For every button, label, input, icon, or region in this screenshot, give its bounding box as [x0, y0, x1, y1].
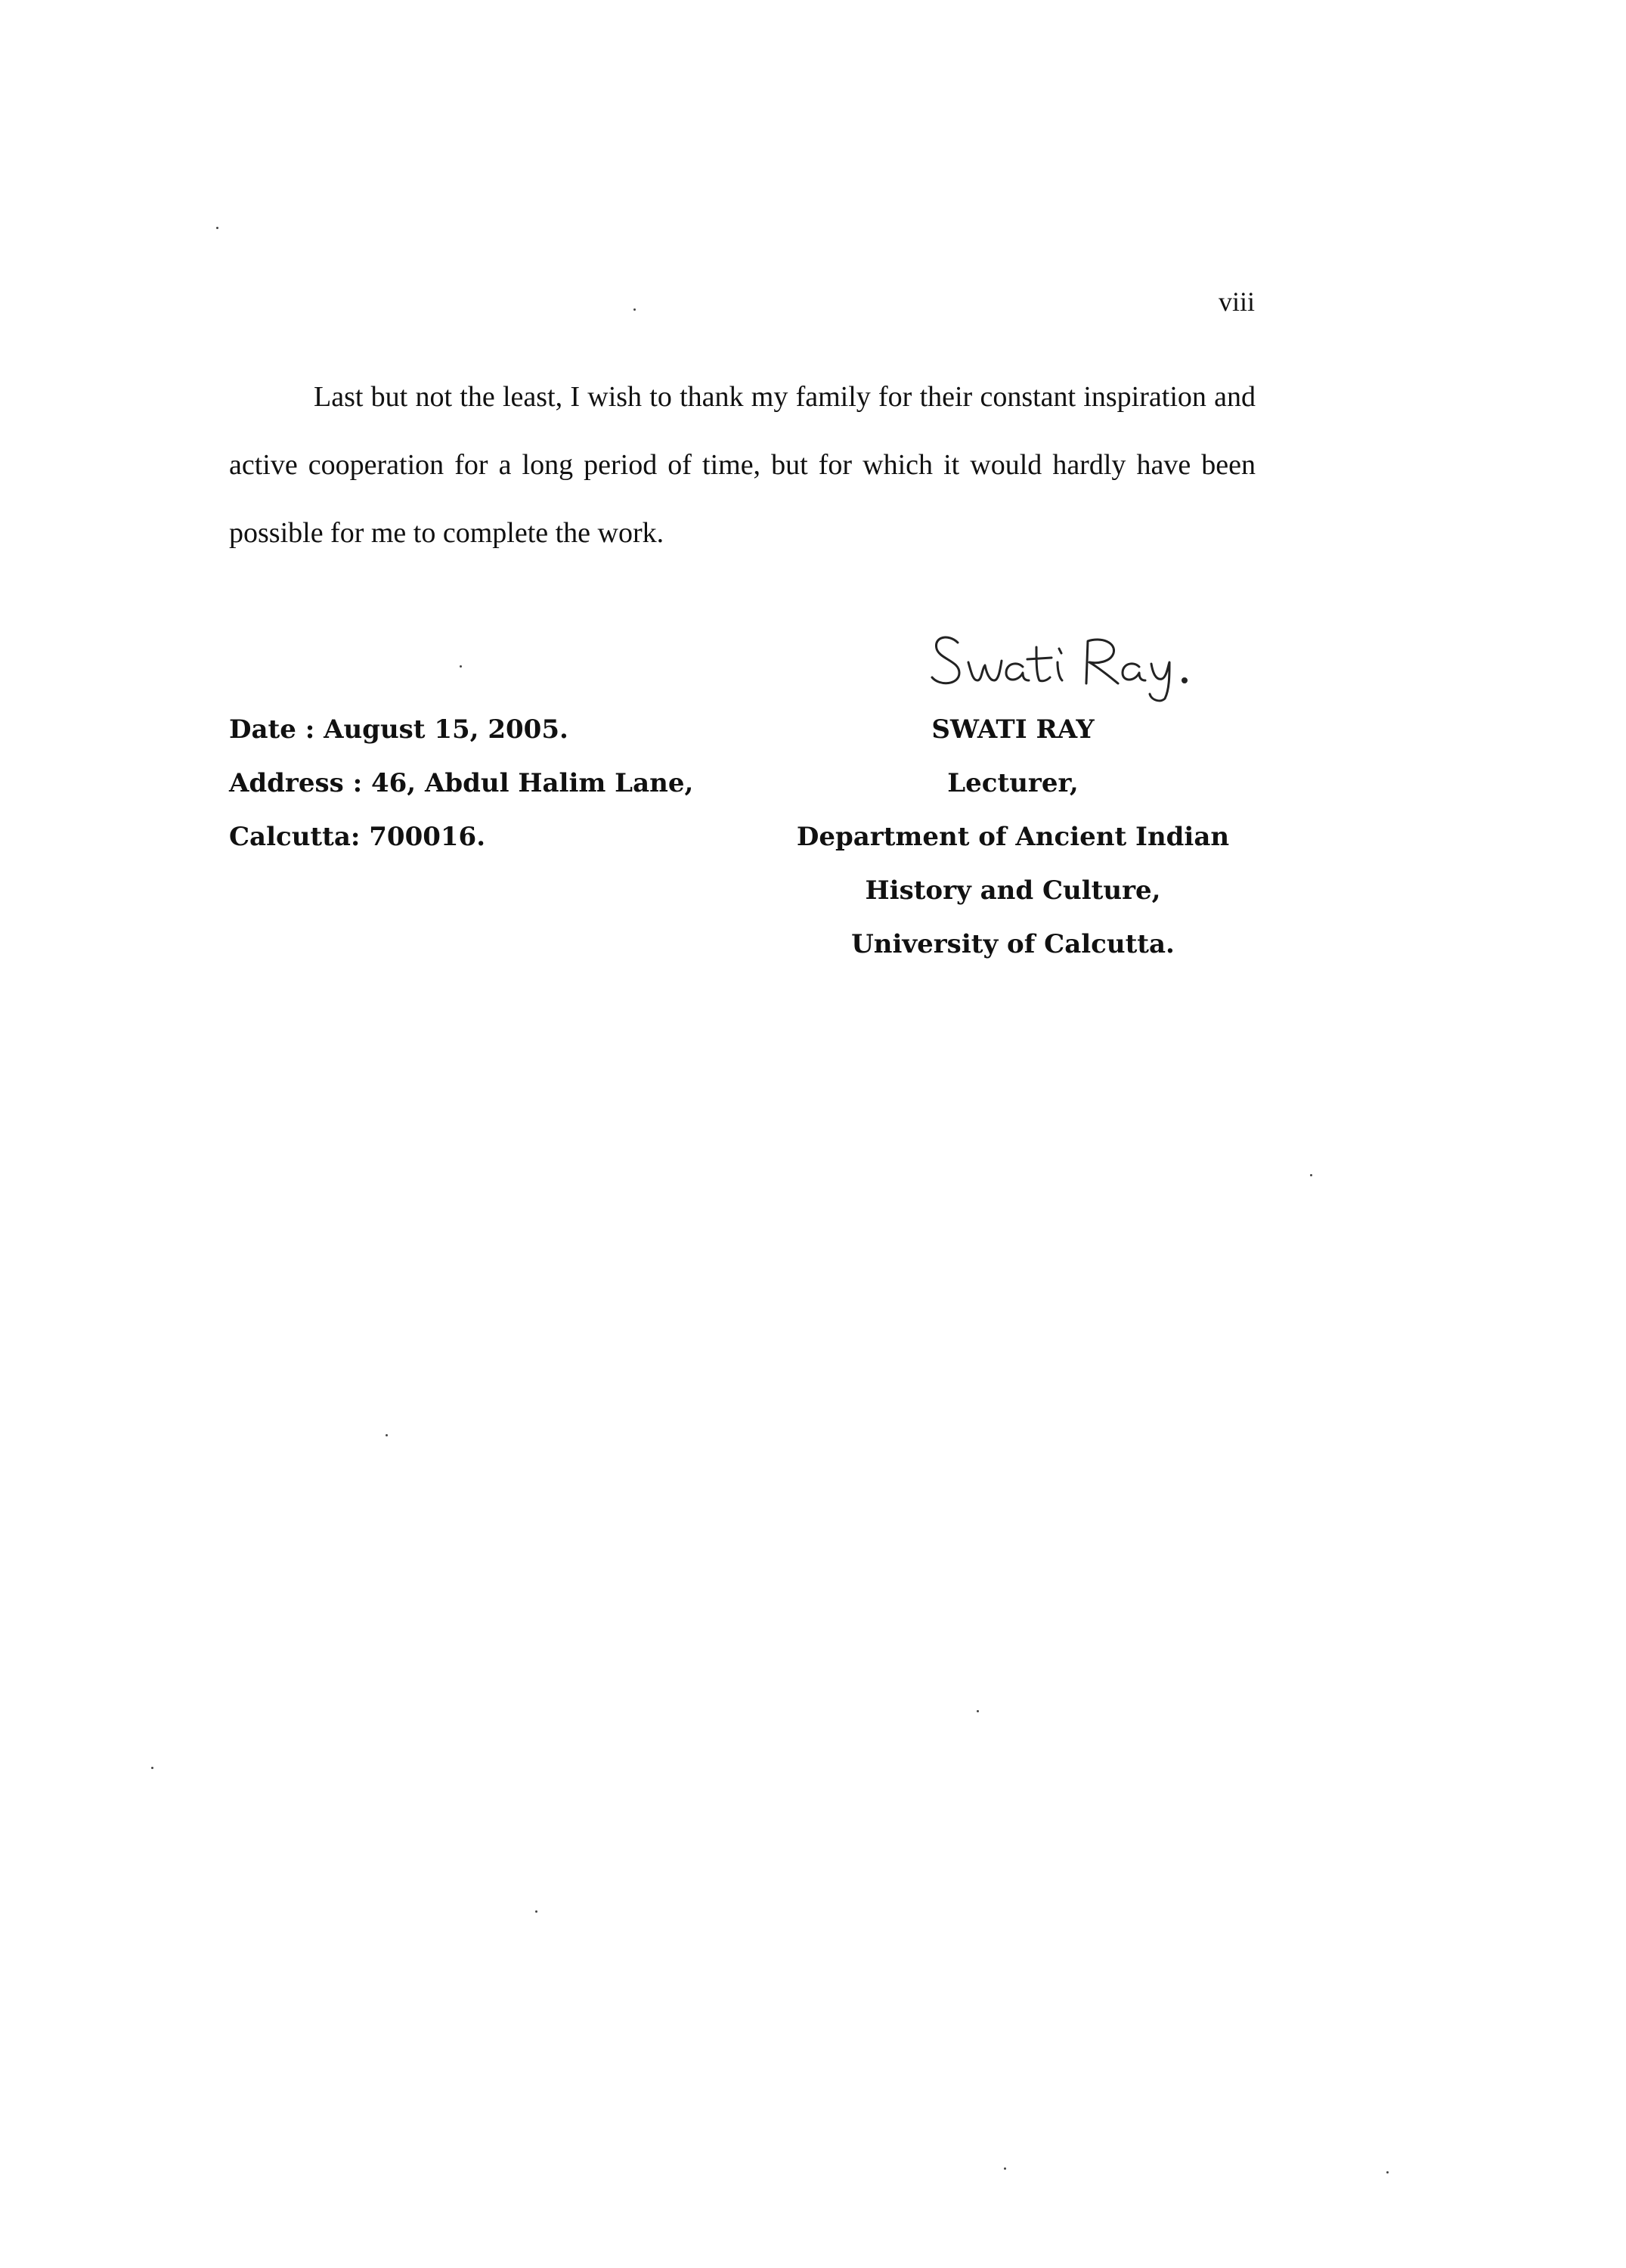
scan-speck [216, 227, 218, 229]
scan-speck [535, 1910, 537, 1913]
scan-speck [386, 1434, 388, 1436]
date-line: Date : August 15, 2005. [229, 714, 568, 745]
author-department-cont: History and Culture, [865, 875, 1161, 906]
scan-speck [1386, 2171, 1389, 2174]
author-name: SWATI RAY [931, 714, 1095, 745]
acknowledgement-paragraph: Last but not the least, I wish to thank my family for their constant inspiration and active cooperation for a long period of time, but for which it would hardly have been possible for me to complete the work. [229, 381, 1256, 549]
address-line: Address : 46, Abdul Halim Lane, [229, 768, 694, 798]
scan-speck [1004, 2167, 1006, 2170]
author-university: University of Calcutta. [851, 929, 1175, 959]
date-address-block [229, 703, 693, 864]
author-block [786, 703, 1240, 971]
scan-speck [1310, 1174, 1312, 1176]
scan-speck [633, 308, 636, 311]
handwritten-signature [926, 620, 1198, 703]
scan-speck [977, 1710, 979, 1712]
author-department: Department of Ancient Indian [796, 822, 1230, 852]
scan-speck [151, 1767, 153, 1769]
scan-speck [460, 665, 462, 668]
author-title: Lecturer, [947, 768, 1079, 798]
page-number: viii [1218, 287, 1255, 317]
city-line: Calcutta: 700016. [229, 822, 486, 852]
